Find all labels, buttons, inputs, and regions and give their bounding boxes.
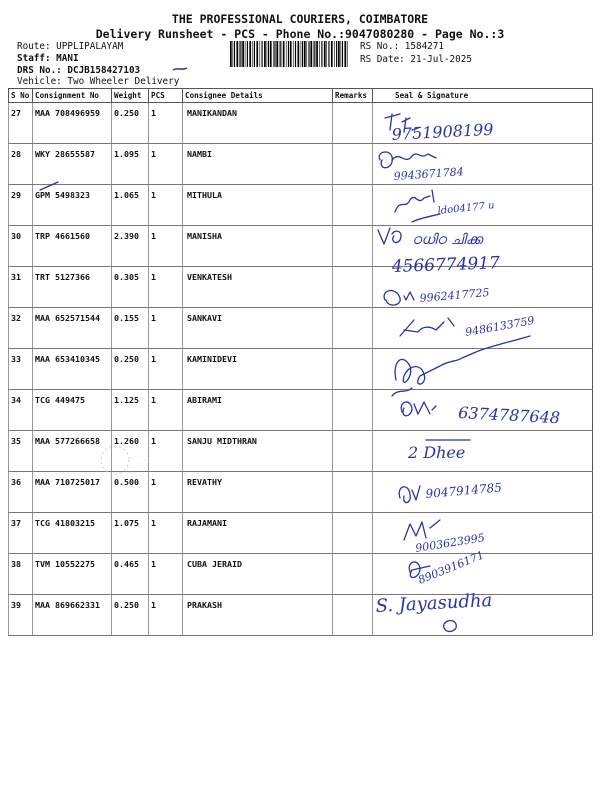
consignee-cell: REVATHY xyxy=(183,472,333,513)
table-row xyxy=(9,595,593,636)
barcode-bar xyxy=(342,41,343,67)
vehicle-label: Vehicle: Two Wheeler Delivery xyxy=(17,76,180,87)
barcode-bar xyxy=(268,41,269,67)
table-row xyxy=(9,513,593,554)
table-row xyxy=(9,349,593,390)
pcs-cell: 1 xyxy=(149,513,183,554)
remarks-cell xyxy=(333,103,373,144)
handwritten-phone: 9003623995 xyxy=(414,531,486,555)
barcode-bar xyxy=(256,41,258,67)
barcode-bar xyxy=(239,41,240,67)
sno-cell: 27 xyxy=(9,103,33,144)
barcode-bar xyxy=(260,41,261,67)
barcode-bar xyxy=(298,41,300,67)
weight-cell: 0.465 xyxy=(112,554,149,595)
remarks-cell xyxy=(333,513,373,554)
signature-cell xyxy=(373,431,593,472)
signature-cell xyxy=(373,103,593,144)
consignment-cell: GPM 5498323 xyxy=(33,185,112,226)
table-row xyxy=(9,390,593,431)
barcode-bar xyxy=(295,41,296,67)
weight-cell: 2.390 xyxy=(112,226,149,267)
barcode-bar xyxy=(293,41,294,67)
barcode-bar xyxy=(302,41,303,67)
consignee-cell: VENKATESH xyxy=(183,267,333,308)
sno-cell: 34 xyxy=(9,390,33,431)
weight-cell: 0.305 xyxy=(112,267,149,308)
barcode-bar xyxy=(326,41,327,67)
consignment-cell: TRP 4661560 xyxy=(33,226,112,267)
barcode-bar xyxy=(286,41,287,67)
col-sno: S No xyxy=(9,89,33,103)
pcs-cell: 1 xyxy=(149,349,183,390)
pcs-cell: 1 xyxy=(149,267,183,308)
barcode-bar xyxy=(308,41,309,67)
barcode-bar xyxy=(319,41,320,67)
consignment-cell: MAA 653410345 xyxy=(33,349,112,390)
barcode-bar xyxy=(344,41,346,67)
consignee-cell: SANJU MIDTHRAN xyxy=(183,431,333,472)
barcode-bar xyxy=(234,41,235,67)
handwritten-phone: 9751908199 xyxy=(391,119,494,144)
rs-number: RS No.: 1584271 xyxy=(360,41,444,52)
weight-cell: 0.250 xyxy=(112,349,149,390)
remarks-cell xyxy=(333,349,373,390)
signature-cell xyxy=(373,308,593,349)
weight-cell: 1.075 xyxy=(112,513,149,554)
delivery-table xyxy=(8,88,593,636)
sno-cell: 37 xyxy=(9,513,33,554)
consignee-cell: MITHULA xyxy=(183,185,333,226)
svg-text:ഠധിഠ ചിക്ക: ഠധിഠ ചിക്ക xyxy=(412,232,483,248)
consignment-cell: MAA 577266658 xyxy=(33,431,112,472)
barcode-bar xyxy=(304,41,306,67)
remarks-cell xyxy=(333,390,373,431)
signature-cell xyxy=(373,472,593,513)
barcode-bar xyxy=(347,41,348,67)
table-row xyxy=(9,185,593,226)
barcode-bar xyxy=(273,41,274,67)
weight-cell: 1.260 xyxy=(112,431,149,472)
barcode-bar xyxy=(310,41,312,67)
remarks-cell xyxy=(333,185,373,226)
barcode-bar xyxy=(316,41,318,67)
signature-cell xyxy=(373,226,593,267)
pcs-cell: 1 xyxy=(149,390,183,431)
signature-cell xyxy=(373,144,593,185)
weight-cell: 0.250 xyxy=(112,103,149,144)
sno-cell: 35 xyxy=(9,431,33,472)
consignment-cell: TCG 449475 xyxy=(33,390,112,431)
table-row xyxy=(9,226,593,267)
consignment-cell: MAA 708496959 xyxy=(33,103,112,144)
signature-cell xyxy=(373,513,593,554)
consignee-cell: MANISHA xyxy=(183,226,333,267)
sno-cell: 33 xyxy=(9,349,33,390)
barcode-bar xyxy=(338,41,340,67)
barcode-bar xyxy=(242,41,244,67)
consignment-cell: MAA 710725017 xyxy=(33,472,112,513)
handwritten-phone: 9962417725 xyxy=(419,285,490,305)
remarks-cell xyxy=(333,144,373,185)
sno-cell: 36 xyxy=(9,472,33,513)
barcode-bar xyxy=(321,41,322,67)
sno-cell: 28 xyxy=(9,144,33,185)
signature-cell xyxy=(373,349,593,390)
signature-cell xyxy=(373,390,593,431)
remarks-cell xyxy=(333,226,373,267)
barcode-bar xyxy=(236,41,238,67)
table-row xyxy=(9,103,593,144)
col-weight: Weight xyxy=(112,89,149,103)
faint-stamp-mark xyxy=(95,442,155,482)
col-consignee: Consignee Details xyxy=(183,89,333,103)
consignee-cell: PRAKASH xyxy=(183,595,333,636)
barcode-bar xyxy=(264,41,266,67)
barcode-image xyxy=(230,41,350,67)
col-remarks: Remarks xyxy=(333,89,373,103)
col-consignment: Consignment No xyxy=(33,89,112,103)
signature-cell xyxy=(373,185,593,226)
weight-cell: 1.125 xyxy=(112,390,149,431)
barcode-bar xyxy=(270,41,272,67)
handwritten-phone: 6374787648 xyxy=(457,403,561,428)
consignment-cell: TRT 5127366 xyxy=(33,267,112,308)
handwritten-phone: 9943671784 xyxy=(393,165,465,183)
barcode-bar xyxy=(252,41,253,67)
barcode-bar xyxy=(276,41,278,67)
sno-cell: 29 xyxy=(9,185,33,226)
barcode-bar xyxy=(313,41,314,67)
barcode-bar xyxy=(233,41,234,67)
barcode-bar xyxy=(336,41,337,67)
barcode-bar xyxy=(245,41,246,67)
barcode-bar xyxy=(280,41,281,67)
barcode-bar xyxy=(331,41,333,67)
sno-cell: 38 xyxy=(9,554,33,595)
weight-cell: 0.500 xyxy=(112,472,149,513)
pcs-cell: 1 xyxy=(149,554,183,595)
sno-cell: 32 xyxy=(9,308,33,349)
company-title: THE PROFESSIONAL COURIERS, COIMBATORE xyxy=(171,12,429,26)
barcode-bar xyxy=(306,41,307,67)
barcode-bar xyxy=(288,41,289,67)
barcode-bar xyxy=(283,41,285,67)
barcode-bar xyxy=(324,41,326,67)
signature-cell xyxy=(373,595,593,636)
barcode-bar xyxy=(262,41,263,67)
handwritten-phone: 8903916171 xyxy=(416,548,487,587)
consignment-cell: MAA 652571544 xyxy=(33,308,112,349)
sno-cell: 30 xyxy=(9,226,33,267)
barcode-bar xyxy=(254,41,255,67)
table-row xyxy=(9,267,593,308)
barcode-bar xyxy=(334,41,335,67)
route-label: Route: UPPLIPALAYAM xyxy=(17,41,124,52)
remarks-cell xyxy=(333,267,373,308)
table-row xyxy=(9,554,593,595)
barcode-bar xyxy=(290,41,292,67)
barcode-bar xyxy=(301,41,302,67)
sno-cell: 31 xyxy=(9,267,33,308)
handwritten-name: 2 Dhee xyxy=(408,443,466,462)
barcode-bar xyxy=(247,41,248,67)
barcode-bar xyxy=(240,41,241,67)
consignment-cell: TCG 41803215 xyxy=(33,513,112,554)
drs-number: DRS No.: DCJB158427103 xyxy=(17,65,141,76)
handwritten-phone: 9486133759 xyxy=(464,313,536,339)
pcs-cell: 1 xyxy=(149,595,183,636)
remarks-cell xyxy=(333,308,373,349)
weight-cell: 1.095 xyxy=(112,144,149,185)
table-header-row xyxy=(9,89,593,103)
barcode-bar xyxy=(249,41,251,67)
consignment-cell: TVM 10552275 xyxy=(33,554,112,595)
pcs-cell: 1 xyxy=(149,144,183,185)
pcs-cell: 1 xyxy=(149,226,183,267)
table-row xyxy=(9,144,593,185)
signature-cell xyxy=(373,554,593,595)
consignee-cell: KAMINIDEVI xyxy=(183,349,333,390)
staff-label: Staff: MANI xyxy=(17,53,79,64)
remarks-cell xyxy=(333,554,373,595)
runsheet-subtitle: Delivery Runsheet - PCS - Phone No.:9047080280 - Page No.:3 xyxy=(95,27,505,41)
col-pcs: PCS xyxy=(149,89,183,103)
weight-cell: 0.250 xyxy=(112,595,149,636)
barcode-bar xyxy=(230,41,232,67)
sno-cell: 39 xyxy=(9,595,33,636)
consignee-cell: SANKAVI xyxy=(183,308,333,349)
barcode-bar xyxy=(314,41,315,67)
barcode-bar xyxy=(279,41,280,67)
barcode-bar xyxy=(328,41,329,67)
rs-date: RS Date: 21-Jul-2025 xyxy=(360,54,472,65)
remarks-cell xyxy=(333,595,373,636)
pcs-cell: 1 xyxy=(149,431,183,472)
consignee-cell: RAJAMANI xyxy=(183,513,333,554)
remarks-cell xyxy=(333,472,373,513)
signature-cell xyxy=(373,267,593,308)
svg-text:ldo04177 u: ldo04177 u xyxy=(437,200,496,217)
consignment-cell: WKY 28655587 xyxy=(33,144,112,185)
table-row xyxy=(9,308,593,349)
weight-cell: 1.065 xyxy=(112,185,149,226)
pcs-cell: 1 xyxy=(149,103,183,144)
handwritten-name: S. Jayasudha xyxy=(375,589,493,617)
col-signature: Seal & Signature xyxy=(373,89,593,103)
consignee-cell: MANIKANDAN xyxy=(183,103,333,144)
handwritten-phone: 9047914785 xyxy=(425,480,503,501)
pcs-cell: 1 xyxy=(149,185,183,226)
pcs-cell: 1 xyxy=(149,472,183,513)
barcode-bar xyxy=(274,41,275,67)
handwritten-phone: 4566774917 xyxy=(391,253,501,277)
barcode-bar xyxy=(341,41,342,67)
consignee-cell: CUBA JERAID xyxy=(183,554,333,595)
weight-cell: 0.155 xyxy=(112,308,149,349)
remarks-cell xyxy=(333,431,373,472)
barcode-bar xyxy=(267,41,268,67)
consignee-cell: NAMBI xyxy=(183,144,333,185)
consignee-cell: ABIRAMI xyxy=(183,390,333,431)
consignment-cell: MAA 869662331 xyxy=(33,595,112,636)
pcs-cell: 1 xyxy=(149,308,183,349)
pen-stroke-mark xyxy=(172,66,188,72)
